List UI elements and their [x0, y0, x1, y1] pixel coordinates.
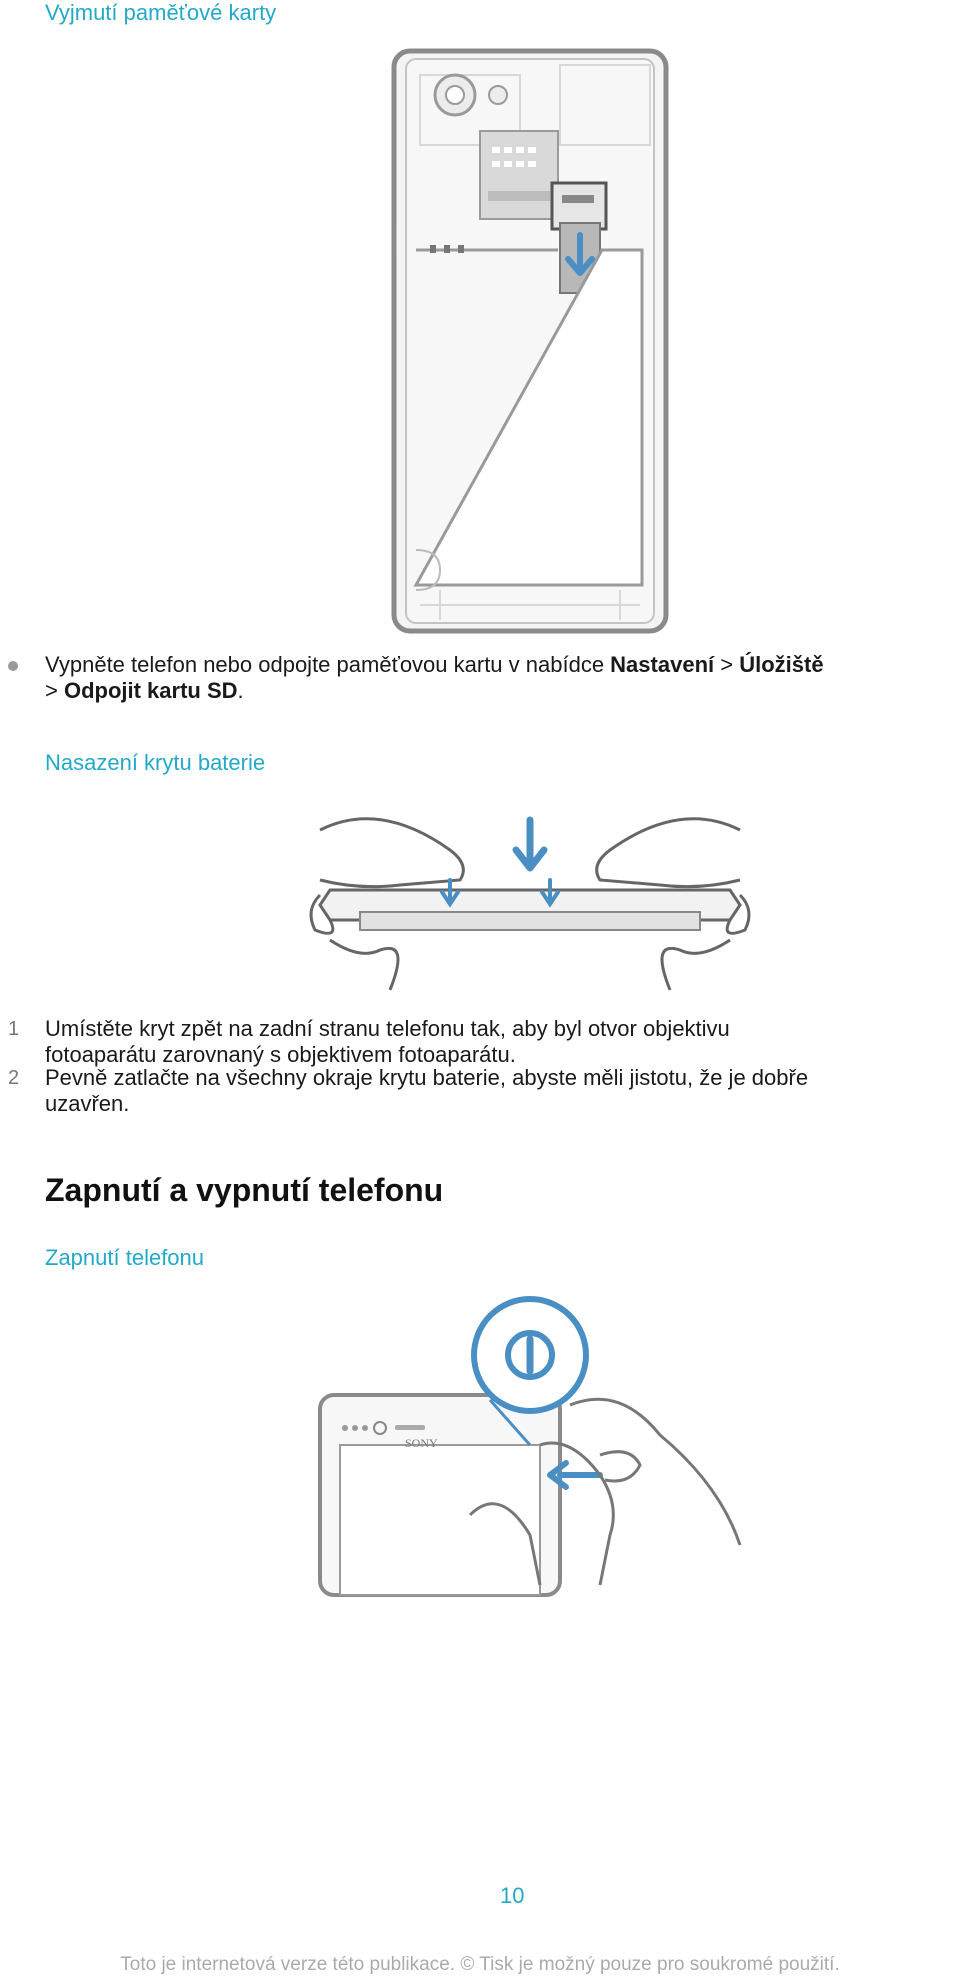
section-heading-battery-cover: Nasazení krytu baterie: [45, 750, 266, 775]
step-line: uzavřen.: [45, 1091, 130, 1116]
step-text: [45, 1016, 945, 1068]
step-text: [45, 1065, 945, 1117]
separator-b: >: [45, 678, 64, 703]
section-title-power: Zapnutí a vypnutí telefonu: [45, 1172, 444, 1208]
phone-back-illustration: [380, 45, 680, 645]
power-button-illustration: [300, 1285, 760, 1585]
menu-settings: Nastavení: [610, 652, 715, 677]
bullet-text: [45, 652, 945, 704]
bullet-end: .: [237, 678, 244, 703]
bullet-dot: [8, 661, 18, 671]
footer-note: Toto je internetová verze této publikace. © Tisk je možný pouze pro soukromé použití.: [120, 1954, 840, 1975]
bullet-text-a: Vypněte telefon nebo odpojte paměťovou kartu v nabídce: [45, 652, 611, 677]
battery-cover-illustration: [300, 790, 760, 1000]
menu-unmount-sd: Odpojit kartu SD: [63, 678, 238, 703]
step-number: 1: [8, 1018, 20, 1040]
section-heading-remove-card: Vyjmutí paměťové karty: [45, 0, 277, 25]
menu-storage: Úložiště: [739, 652, 824, 677]
separator-a: >: [714, 652, 740, 677]
step-line: Umístěte kryt zpět na zadní stranu telefonu tak, aby byl otvor objektivu: [45, 1016, 730, 1041]
step-line: Pevně zatlačte na všechny okraje krytu baterie, abyste měli jistotu, že je dobře: [45, 1065, 809, 1090]
page-number: 10: [500, 1883, 525, 1908]
brand-logo: SONY: [405, 1436, 438, 1450]
section-heading-turn-on: Zapnutí telefonu: [45, 1245, 205, 1270]
step-line: fotoaparátu zarovnaný s objektivem fotoaparátu.: [45, 1042, 516, 1067]
step-number: 2: [8, 1067, 20, 1089]
